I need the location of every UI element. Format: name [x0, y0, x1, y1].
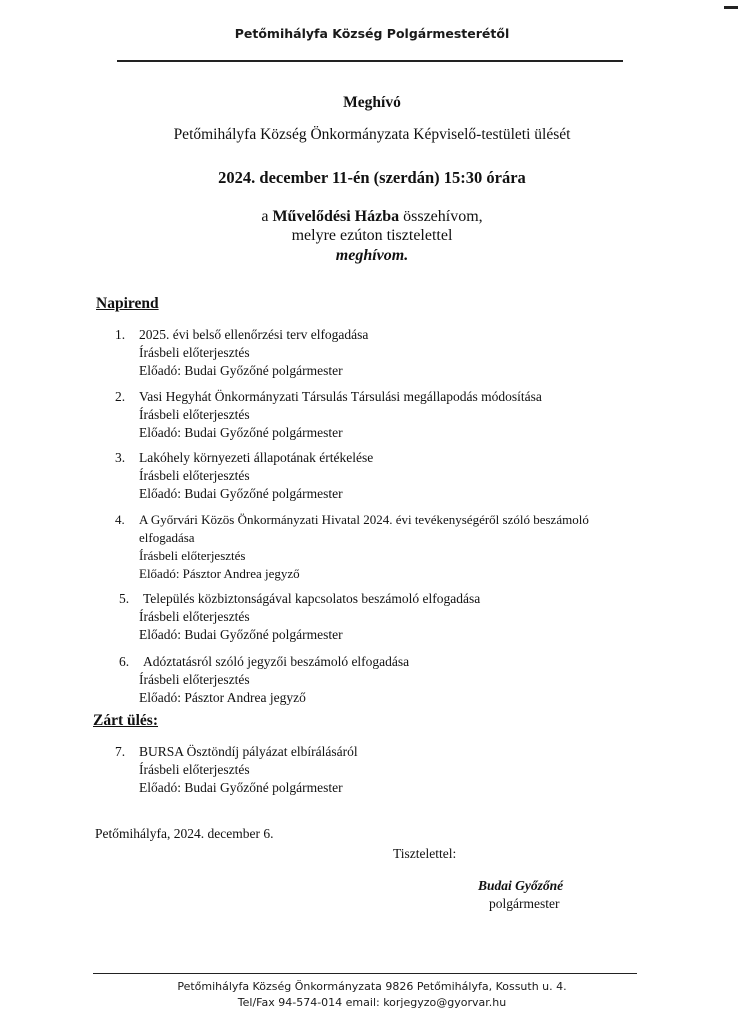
- footer-contact: Tel/Fax 94-574-014 email: korjegyzo@gyorvar.hu: [237, 996, 507, 1009]
- item-type: Írásbeli előterjesztés: [139, 672, 250, 687]
- agenda-item: [115, 388, 675, 442]
- item-number: 2.: [115, 389, 126, 404]
- place-suffix: összehívom,: [399, 208, 483, 225]
- agenda-item: [115, 449, 675, 503]
- item-presenter: Előadó: Budai Győzőné polgármester: [139, 363, 343, 378]
- item-presenter: Előadó: Budai Győzőné polgármester: [139, 425, 343, 440]
- item-title: Település közbiztonságával kapcsolatos beszámoló elfogadása: [143, 591, 481, 606]
- item-presenter: Előadó: Budai Győzőné polgármester: [139, 486, 343, 501]
- item-presenter: Előadó: Budai Győzőné polgármester: [139, 627, 343, 642]
- agenda-item: [115, 653, 675, 707]
- scan-mark: [724, 6, 738, 9]
- item-number: 4.: [115, 512, 125, 527]
- item-number: 1.: [115, 327, 126, 342]
- item-presenter: Előadó: Pásztor Andrea jegyző: [139, 566, 300, 581]
- item-title: Vasi Hegyhát Önkormányzati Társulás Társulási megállapodás módosítása: [139, 389, 542, 404]
- footer-address: Petőmihályfa Község Önkormányzata 9826 Petőmihályfa, Kossuth u. 4.: [177, 980, 567, 993]
- signer-role: polgármester: [489, 896, 560, 911]
- item-number: 5.: [119, 591, 130, 606]
- body-title: Petőmihályfa Község Önkormányzata Képviselő-testületi ülését: [173, 126, 571, 143]
- item-title-continued: elfogadása: [139, 530, 195, 545]
- invitation-title: Meghívó: [343, 94, 401, 111]
- meeting-place: [0, 208, 744, 226]
- signer-name: Budai Győzőné: [478, 878, 564, 893]
- item-type: Írásbeli előterjesztés: [139, 468, 250, 483]
- item-type: Írásbeli előterjesztés: [139, 762, 250, 777]
- item-number: 7.: [115, 744, 126, 759]
- item-title: Lakóhely környezeti állapotának értékelése: [139, 450, 374, 465]
- place-prefix: a: [261, 208, 273, 225]
- courtesy-line: melyre ezúton tisztelettel: [291, 227, 453, 244]
- item-number: 3.: [115, 450, 126, 465]
- closed-session-heading: Zárt ülés:: [93, 712, 159, 729]
- item-title: BURSA Ösztöndíj pályázat elbírálásáról: [139, 744, 358, 759]
- item-number: 6.: [119, 654, 130, 669]
- item-type: Írásbeli előterjesztés: [139, 345, 250, 360]
- invite-word: meghívom.: [335, 247, 409, 264]
- letterhead-title: Petőmihályfa Község Polgármesterétől: [234, 26, 510, 41]
- item-type: Írásbeli előterjesztés: [139, 548, 246, 563]
- item-presenter: Előadó: Pásztor Andrea jegyző: [139, 690, 306, 705]
- agenda-item: [115, 590, 675, 644]
- footer-divider: [93, 973, 637, 974]
- place-and-date: Petőmihályfa, 2024. december 6.: [95, 826, 274, 841]
- agenda-item: [115, 511, 675, 583]
- agenda-item: [115, 326, 675, 380]
- item-presenter: Előadó: Budai Győzőné polgármester: [139, 780, 343, 795]
- agenda-heading: Napirend: [96, 295, 159, 312]
- header-divider: [117, 60, 623, 62]
- agenda-item: [115, 743, 675, 797]
- regards: Tisztelettel:: [393, 846, 457, 861]
- item-type: Írásbeli előterjesztés: [139, 407, 250, 422]
- item-title: Adóztatásról szóló jegyzői beszámoló elfogadása: [143, 654, 410, 669]
- item-title: A Győrvári Közös Önkormányzati Hivatal 2024. évi tevékenységéről szóló beszámoló: [139, 512, 589, 527]
- item-type: Írásbeli előterjesztés: [139, 609, 250, 624]
- meeting-date: 2024. december 11-én (szerdán) 15:30 órára: [218, 168, 526, 187]
- place-name: Művelődési Házba: [272, 208, 400, 225]
- item-title: 2025. évi belső ellenőrzési terv elfogadása: [139, 327, 369, 342]
